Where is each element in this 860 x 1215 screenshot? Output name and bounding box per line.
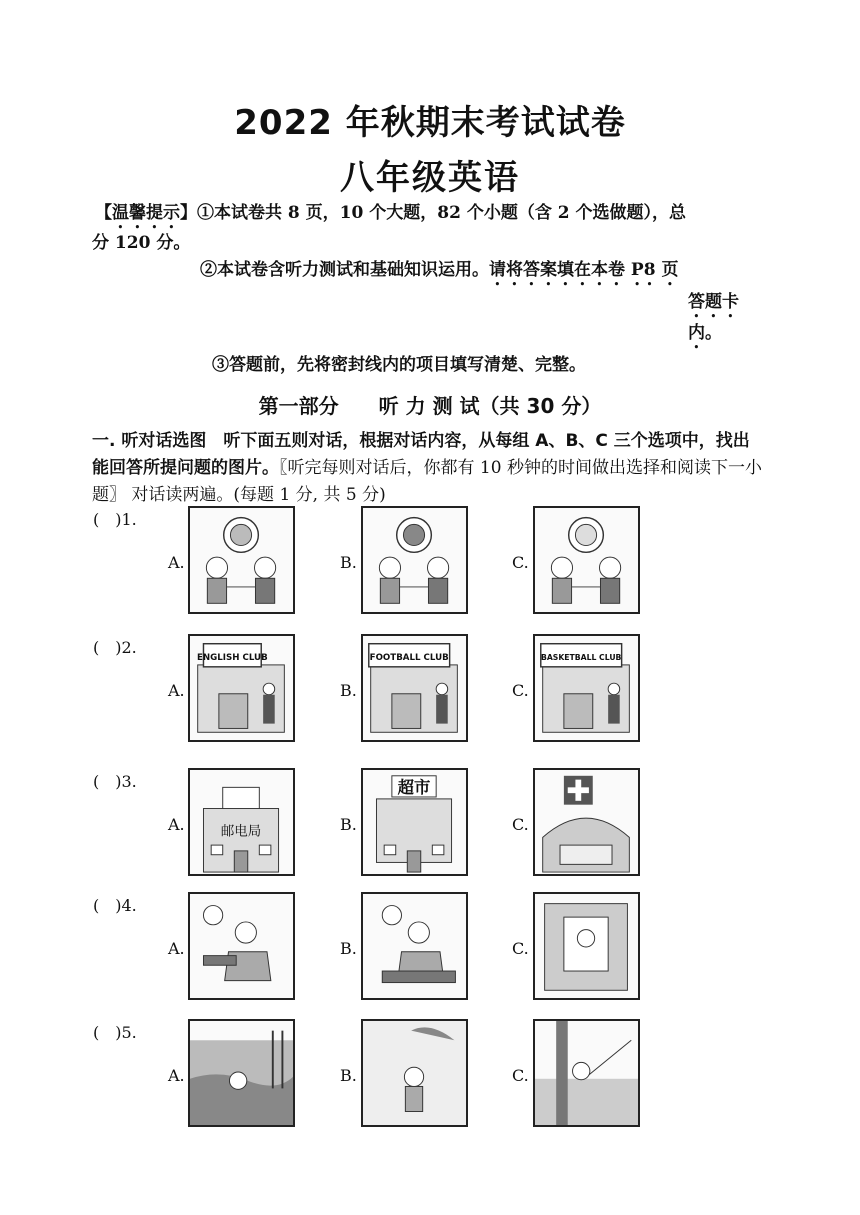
option-picture[interactable]: [188, 768, 295, 876]
option-picture[interactable]: [188, 506, 295, 614]
svg-text:邮电局: 邮电局: [220, 823, 262, 840]
option-label[interactable]: C.: [512, 939, 529, 958]
option-label[interactable]: A.: [168, 815, 185, 834]
tips-text-3: ③答题前，先将密封线内的项目填写清楚、完整。: [212, 355, 586, 375]
option-picture[interactable]: [533, 768, 640, 876]
tips-text-1b: 分 120 分。: [92, 233, 191, 253]
section-instructions: [92, 428, 764, 509]
option-label[interactable]: C.: [512, 1066, 529, 1085]
part-heading: 第一部分 听 力 测 试（共 30 分）: [258, 394, 602, 418]
option-label[interactable]: C.: [512, 815, 529, 834]
option-label[interactable]: C.: [512, 553, 529, 572]
exam-subject: 八年级英语: [340, 158, 520, 198]
option-picture[interactable]: [361, 892, 468, 1000]
option-picture[interactable]: [361, 634, 468, 742]
option-picture[interactable]: [361, 506, 468, 614]
option-label[interactable]: A.: [168, 553, 185, 572]
option-label[interactable]: A.: [168, 681, 185, 700]
tips-label: 【温馨提示】: [95, 203, 197, 223]
tips-text-2: ②本试卷含听力测试和基础知识运用。: [200, 260, 489, 280]
svg-text:BASKETBALL CLUB: BASKETBALL CLUB: [540, 653, 622, 663]
tips-text-2c: 答题卡: [688, 292, 739, 312]
tips-text-2-emph: 请将答案填在本卷 P8 页: [489, 260, 679, 280]
question-number: ( )3.: [93, 772, 137, 791]
svg-text:FOOTBALL CLUB: FOOTBALL CLUB: [369, 653, 449, 664]
option-label[interactable]: B.: [340, 681, 357, 700]
question-number: ( )1.: [93, 510, 137, 529]
option-picture[interactable]: [533, 892, 640, 1000]
section-note: 〖听完每则对话后，你都有 10 秒钟的时间做出选择和阅读下一小题〗 对话读两遍。(每题 1 分, 共 5 分): [92, 458, 762, 505]
tips-text-2d: 内。: [688, 323, 722, 343]
option-picture[interactable]: [361, 1019, 468, 1127]
exam-title: 2022 年秋期末考试试卷: [234, 103, 626, 143]
svg-text:ENGLISH CLUB: ENGLISH CLUB: [197, 653, 268, 664]
option-picture[interactable]: [533, 634, 640, 742]
option-label[interactable]: C.: [512, 681, 529, 700]
option-label[interactable]: B.: [340, 553, 357, 572]
option-picture[interactable]: [361, 768, 468, 876]
section-heading: 一. 听对话选图 听下面五则对话，根据对话内容，从每组 A、B、C 三个选项中，找出能回答所提问题的图片。: [92, 431, 750, 478]
option-picture[interactable]: [533, 1019, 640, 1127]
tips-text-1: ①本试卷共 8 页，10 个大题，82 个小题（含 2 个选做题），总: [197, 203, 686, 223]
svg-text:超市: 超市: [397, 778, 431, 798]
question-number: ( )2.: [93, 638, 137, 657]
tips-line-2: [200, 255, 760, 290]
option-picture[interactable]: [188, 1019, 295, 1127]
option-picture[interactable]: [188, 892, 295, 1000]
option-label[interactable]: B.: [340, 939, 357, 958]
option-label[interactable]: B.: [340, 1066, 357, 1085]
option-label[interactable]: B.: [340, 815, 357, 834]
option-label[interactable]: A.: [168, 939, 185, 958]
option-picture[interactable]: [533, 506, 640, 614]
tips-line-1: [95, 198, 765, 233]
option-picture[interactable]: [188, 634, 295, 742]
option-label[interactable]: A.: [168, 1066, 185, 1085]
question-number: ( )5.: [93, 1023, 137, 1042]
question-number: ( )4.: [93, 896, 137, 915]
